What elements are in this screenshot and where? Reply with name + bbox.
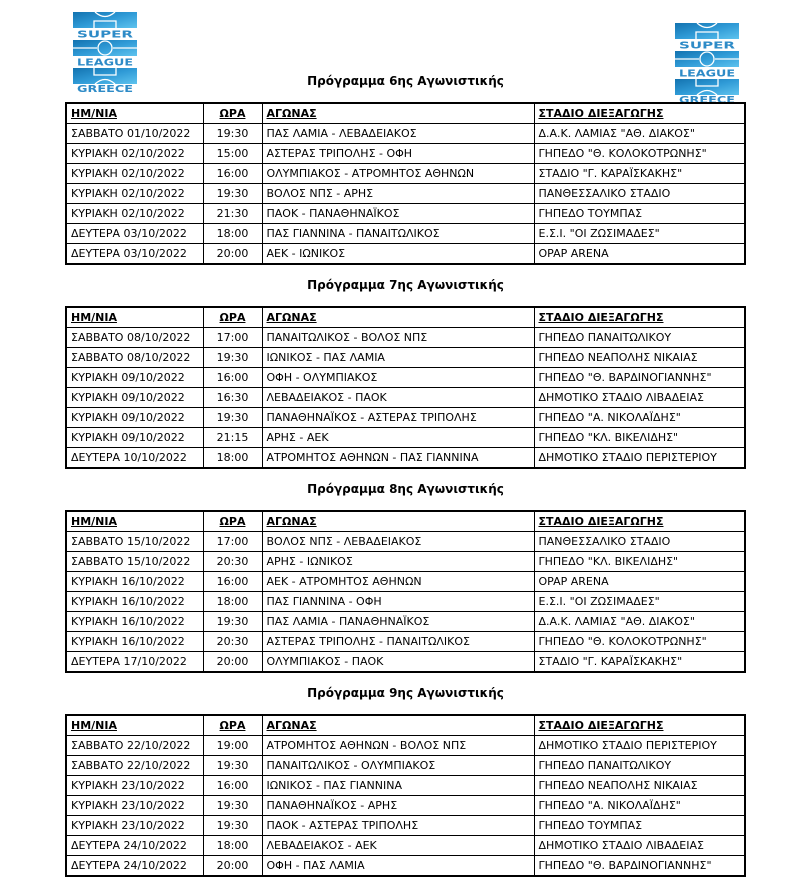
match-fixture: ΑΡΗΣ - ΑΕΚ [262,428,534,448]
match-time: 18:00 [203,592,262,612]
matchday-section [65,74,746,265]
match-fixture: ΠΑΣ ΛΑΜΙΑ - ΠΑΝΑΘΗΝΑΪΚΟΣ [262,612,534,632]
match-stadium: ΔΗΜΟΤΙΚΟ ΣΤΑΔΙΟ ΠΕΡΙΣΤΕΡΙΟΥ [534,448,745,469]
match-row [66,428,745,448]
match-row [66,388,745,408]
matchday-section [65,482,746,673]
match-stadium: ΠΑΝΘΕΣΣΑΛΙΚΟ ΣΤΑΔΙΟ [534,532,745,552]
match-stadium: OPAP ARENA [534,244,745,265]
match-row [66,224,745,244]
column-header-time: ΩΡΑ [203,103,262,124]
match-date: ΔΕΥΤΕΡΑ 10/10/2022 [66,448,203,469]
match-row [66,796,745,816]
column-header-time: ΩΡΑ [203,307,262,328]
match-row [66,632,745,652]
match-stadium: OPAP ARENA [534,572,745,592]
match-row [66,776,745,796]
matchday-title: Πρόγραμμα 7ης Αγωνιστικής [307,278,504,292]
match-stadium: ΓΗΠΕΔΟ ΝΕΑΠΟΛΗΣ ΝΙΚΑΙΑΣ [534,776,745,796]
match-stadium: Δ.Α.Κ. ΛΑΜΙΑΣ "ΑΘ. ΔΙΑΚΟΣ" [534,124,745,144]
schedule-table [65,102,746,265]
matchday-section [65,686,746,877]
match-date: ΚΥΡΙΑΚΗ 02/10/2022 [66,144,203,164]
match-fixture: ΒΟΛΟΣ ΝΠΣ - ΛΕΒΑΔΕΙΑΚΟΣ [262,532,534,552]
match-stadium: ΓΗΠΕΔΟ ΤΟΥΜΠΑΣ [534,816,745,836]
matchday-title: Πρόγραμμα 8ης Αγωνιστικής [307,482,504,496]
matchday-section [65,278,746,469]
match-time: 16:00 [203,572,262,592]
match-time: 19:30 [203,796,262,816]
match-stadium: ΣΤΑΔΙΟ "Γ. ΚΑΡΑΪΣΚΑΚΗΣ" [534,652,745,673]
match-row [66,124,745,144]
match-time: 16:00 [203,776,262,796]
match-fixture: ΑΤΡΟΜΗΤΟΣ ΑΘΗΝΩΝ - ΒΟΛΟΣ ΝΠΣ [262,736,534,756]
match-fixture: ΑΣΤΕΡΑΣ ΤΡΙΠΟΛΗΣ - ΟΦΗ [262,144,534,164]
match-stadium: ΔΗΜΟΤΙΚΟ ΣΤΑΔΙΟ ΛΙΒΑΔΕΙΑΣ [534,388,745,408]
match-fixture: ΠΑΣ ΓΙΑΝΝΙΝΑ - ΠΑΝΑΙΤΩΛΙΚΟΣ [262,224,534,244]
column-header-date: ΗΜ/ΝΙΑ [66,307,203,328]
match-time: 21:30 [203,204,262,224]
schedule-table [65,510,746,673]
match-time: 16:00 [203,368,262,388]
match-date: ΚΥΡΙΑΚΗ 09/10/2022 [66,368,203,388]
header-row [66,511,745,532]
column-header-date: ΗΜ/ΝΙΑ [66,103,203,124]
match-fixture: ΟΦΗ - ΠΑΣ ΛΑΜΙΑ [262,856,534,877]
match-fixture: ΟΛΥΜΠΙΑΚΟΣ - ΠΑΟΚ [262,652,534,673]
column-header-stadium: ΣΤΑΔΙΟ ΔΙΕΞΑΓΩΓΗΣ [534,103,745,124]
match-fixture: ΟΛΥΜΠΙΑΚΟΣ - ΑΤΡΟΜΗΤΟΣ ΑΘΗΝΩΝ [262,164,534,184]
header-row [66,307,745,328]
match-time: 17:00 [203,532,262,552]
match-stadium: ΓΗΠΕΔΟ "Α. ΝΙΚΟΛΑΪΔΗΣ" [534,796,745,816]
match-time: 20:30 [203,552,262,572]
column-header-match: ΑΓΩΝΑΣ [262,511,534,532]
match-time: 20:00 [203,244,262,265]
match-time: 18:00 [203,224,262,244]
column-header-date: ΗΜ/ΝΙΑ [66,511,203,532]
match-date: ΣΑΒΒΑΤΟ 08/10/2022 [66,328,203,348]
match-stadium: ΔΗΜΟΤΙΚΟ ΣΤΑΔΙΟ ΛΙΒΑΔΕΙΑΣ [534,836,745,856]
match-date: ΔΕΥΤΕΡΑ 03/10/2022 [66,244,203,265]
match-row [66,612,745,632]
match-time: 20:30 [203,632,262,652]
match-date: ΚΥΡΙΑΚΗ 02/10/2022 [66,184,203,204]
match-fixture: ΑΕΚ - ΑΤΡΟΜΗΤΟΣ ΑΘΗΝΩΝ [262,572,534,592]
column-header-match: ΑΓΩΝΑΣ [262,715,534,736]
schedule-content [65,0,746,877]
match-date: ΚΥΡΙΑΚΗ 16/10/2022 [66,572,203,592]
match-date: ΣΑΒΒΑΤΟ 08/10/2022 [66,348,203,368]
match-row [66,652,745,673]
match-time: 19:30 [203,184,262,204]
match-date: ΚΥΡΙΑΚΗ 02/10/2022 [66,204,203,224]
column-header-stadium: ΣΤΑΔΙΟ ΔΙΕΞΑΓΩΓΗΣ [534,715,745,736]
match-row [66,816,745,836]
match-date: ΣΑΒΒΑΤΟ 15/10/2022 [66,552,203,572]
match-row [66,368,745,388]
match-stadium: Ε.Σ.Ι. "ΟΙ ΖΩΣΙΜΑΔΕΣ" [534,592,745,612]
match-stadium: ΠΑΝΘΕΣΣΑΛΙΚΟ ΣΤΑΔΙΟ [534,184,745,204]
match-fixture: ΒΟΛΟΣ ΝΠΣ - ΑΡΗΣ [262,184,534,204]
match-fixture: ΛΕΒΑΔΕΙΑΚΟΣ - ΑΕΚ [262,836,534,856]
match-time: 20:00 [203,652,262,673]
match-row [66,244,745,265]
match-time: 18:00 [203,448,262,469]
match-time: 19:30 [203,612,262,632]
match-stadium: ΓΗΠΕΔΟ ΠΑΝΑΙΤΩΛΙΚΟΥ [534,328,745,348]
match-time: 19:00 [203,736,262,756]
match-time: 21:15 [203,428,262,448]
header-row [66,103,745,124]
match-date: ΚΥΡΙΑΚΗ 16/10/2022 [66,612,203,632]
match-fixture: ΠΑΟΚ - ΑΣΤΕΡΑΣ ΤΡΙΠΟΛΗΣ [262,816,534,836]
match-time: 19:30 [203,124,262,144]
match-date: ΔΕΥΤΕΡΑ 17/10/2022 [66,652,203,673]
matchday-title: Πρόγραμμα 9ης Αγωνιστικής [307,686,504,700]
matchday-title: Πρόγραμμα 6ης Αγωνιστικής [307,74,504,88]
match-stadium: ΓΗΠΕΔΟ ΝΕΑΠΟΛΗΣ ΝΙΚΑΙΑΣ [534,348,745,368]
match-stadium: ΓΗΠΕΔΟ "Α. ΝΙΚΟΛΑΪΔΗΣ" [534,408,745,428]
match-fixture: ΑΤΡΟΜΗΤΟΣ ΑΘΗΝΩΝ - ΠΑΣ ΓΙΑΝΝΙΝΑ [262,448,534,469]
match-row [66,592,745,612]
column-header-time: ΩΡΑ [203,715,262,736]
column-header-stadium: ΣΤΑΔΙΟ ΔΙΕΞΑΓΩΓΗΣ [534,307,745,328]
match-fixture: ΠΑΝΑΙΤΩΛΙΚΟΣ - ΟΛΥΜΠΙΑΚΟΣ [262,756,534,776]
match-date: ΚΥΡΙΑΚΗ 23/10/2022 [66,796,203,816]
schedule-table [65,306,746,469]
match-fixture: ΑΣΤΕΡΑΣ ΤΡΙΠΟΛΗΣ - ΠΑΝΑΙΤΩΛΙΚΟΣ [262,632,534,652]
match-fixture: ΠΑΟΚ - ΠΑΝΑΘΗΝΑΪΚΟΣ [262,204,534,224]
match-row [66,756,745,776]
match-date: ΣΑΒΒΑΤΟ 01/10/2022 [66,124,203,144]
schedule-table [65,714,746,877]
column-header-time: ΩΡΑ [203,511,262,532]
column-header-match: ΑΓΩΝΑΣ [262,307,534,328]
match-row [66,552,745,572]
match-fixture: ΙΩΝΙΚΟΣ - ΠΑΣ ΛΑΜΙΑ [262,348,534,368]
match-date: ΣΑΒΒΑΤΟ 22/10/2022 [66,756,203,776]
match-stadium: ΓΗΠΕΔΟ "ΚΛ. ΒΙΚΕΛΙΔΗΣ" [534,552,745,572]
match-time: 19:30 [203,348,262,368]
column-header-date: ΗΜ/ΝΙΑ [66,715,203,736]
match-fixture: ΠΑΣ ΛΑΜΙΑ - ΛΕΒΑΔΕΙΑΚΟΣ [262,124,534,144]
match-date: ΔΕΥΤΕΡΑ 03/10/2022 [66,224,203,244]
match-date: ΔΕΥΤΕΡΑ 24/10/2022 [66,836,203,856]
match-date: ΚΥΡΙΑΚΗ 16/10/2022 [66,632,203,652]
match-date: ΚΥΡΙΑΚΗ 02/10/2022 [66,164,203,184]
match-date: ΚΥΡΙΑΚΗ 23/10/2022 [66,816,203,836]
match-time: 17:00 [203,328,262,348]
match-fixture: ΠΑΝΑΘΗΝΑΪΚΟΣ - ΑΣΤΕΡΑΣ ΤΡΙΠΟΛΗΣ [262,408,534,428]
match-stadium: Ε.Σ.Ι. "ΟΙ ΖΩΣΙΜΑΔΕΣ" [534,224,745,244]
column-header-stadium: ΣΤΑΔΙΟ ΔΙΕΞΑΓΩΓΗΣ [534,511,745,532]
match-stadium: ΓΗΠΕΔΟ "Θ. ΚΟΛΟΚΟΤΡΩΝΗΣ" [534,144,745,164]
match-date: ΚΥΡΙΑΚΗ 09/10/2022 [66,428,203,448]
match-time: 20:00 [203,856,262,877]
match-row [66,184,745,204]
match-time: 18:00 [203,836,262,856]
match-row [66,532,745,552]
match-fixture: ΛΕΒΑΔΕΙΑΚΟΣ - ΠΑΟΚ [262,388,534,408]
match-date: ΣΑΒΒΑΤΟ 22/10/2022 [66,736,203,756]
match-time: 15:00 [203,144,262,164]
match-fixture: ΑΡΗΣ - ΙΩΝΙΚΟΣ [262,552,534,572]
match-fixture: ΟΦΗ - ΟΛΥΜΠΙΑΚΟΣ [262,368,534,388]
match-fixture: ΠΑΝΑΘΗΝΑΪΚΟΣ - ΑΡΗΣ [262,796,534,816]
match-row [66,836,745,856]
match-time: 16:00 [203,164,262,184]
match-time: 16:30 [203,388,262,408]
match-fixture: ΠΑΣ ΓΙΑΝΝΙΝΑ - ΟΦΗ [262,592,534,612]
match-row [66,448,745,469]
column-header-match: ΑΓΩΝΑΣ [262,103,534,124]
match-stadium: ΣΤΑΔΙΟ "Γ. ΚΑΡΑΪΣΚΑΚΗΣ" [534,164,745,184]
header-row [66,715,745,736]
match-stadium: ΓΗΠΕΔΟ ΠΑΝΑΙΤΩΛΙΚΟΥ [534,756,745,776]
match-time: 19:30 [203,816,262,836]
match-row [66,164,745,184]
match-row [66,144,745,164]
match-fixture: ΙΩΝΙΚΟΣ - ΠΑΣ ΓΙΑΝΝΙΝΑ [262,776,534,796]
match-stadium: Δ.Α.Κ. ΛΑΜΙΑΣ "ΑΘ. ΔΙΑΚΟΣ" [534,612,745,632]
match-stadium: ΓΗΠΕΔΟ "Θ. ΚΟΛΟΚΟΤΡΩΝΗΣ" [534,632,745,652]
match-stadium: ΓΗΠΕΔΟ "Θ. ΒΑΡΔΙΝΟΓΙΑΝΝΗΣ" [534,368,745,388]
match-date: ΚΥΡΙΑΚΗ 16/10/2022 [66,592,203,612]
match-date: ΔΕΥΤΕΡΑ 24/10/2022 [66,856,203,877]
match-row [66,348,745,368]
match-row [66,328,745,348]
match-stadium: ΓΗΠΕΔΟ "Θ. ΒΑΡΔΙΝΟΓΙΑΝΝΗΣ" [534,856,745,877]
match-fixture: ΠΑΝΑΙΤΩΛΙΚΟΣ - ΒΟΛΟΣ ΝΠΣ [262,328,534,348]
match-row [66,736,745,756]
match-fixture: ΑΕΚ - ΙΩΝΙΚΟΣ [262,244,534,265]
match-stadium: ΓΗΠΕΔΟ ΤΟΥΜΠΑΣ [534,204,745,224]
match-row [66,408,745,428]
match-row [66,572,745,592]
match-date: ΚΥΡΙΑΚΗ 09/10/2022 [66,388,203,408]
match-date: ΚΥΡΙΑΚΗ 23/10/2022 [66,776,203,796]
match-time: 19:30 [203,756,262,776]
match-row [66,204,745,224]
match-row [66,856,745,877]
match-date: ΚΥΡΙΑΚΗ 09/10/2022 [66,408,203,428]
match-date: ΣΑΒΒΑΤΟ 15/10/2022 [66,532,203,552]
match-stadium: ΔΗΜΟΤΙΚΟ ΣΤΑΔΙΟ ΠΕΡΙΣΤΕΡΙΟΥ [534,736,745,756]
match-stadium: ΓΗΠΕΔΟ "ΚΛ. ΒΙΚΕΛΙΔΗΣ" [534,428,745,448]
match-time: 19:30 [203,408,262,428]
